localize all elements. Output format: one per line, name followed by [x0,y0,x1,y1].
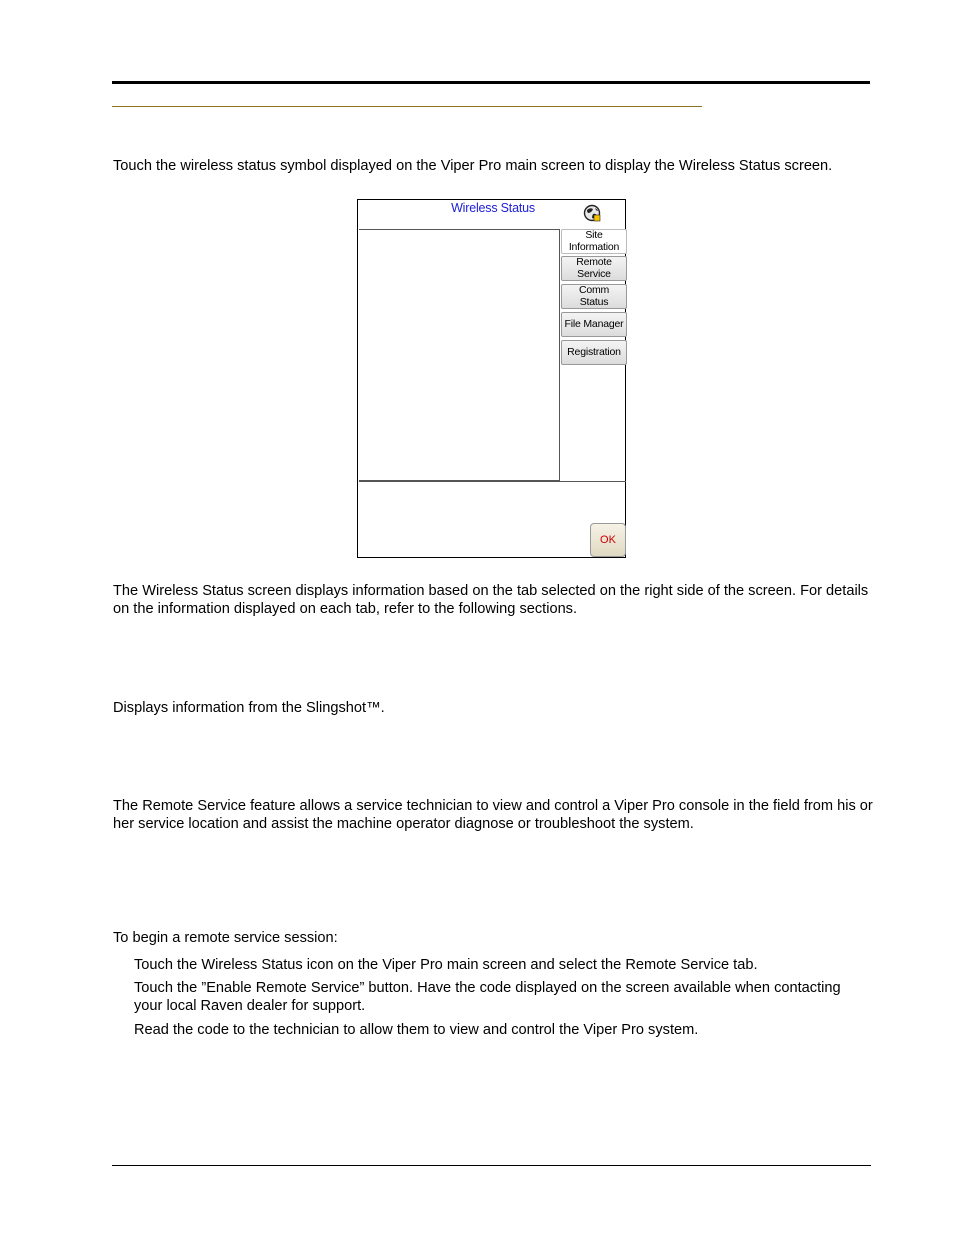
tab-label: Status [579,295,609,308]
tab-file-manager[interactable] [561,312,627,337]
tab-label: File Manager [564,317,624,330]
tab-column [559,229,626,481]
tab-label: Remote [576,256,612,268]
screen-title: Wireless Status [451,201,535,215]
ok-button[interactable]: OK [590,523,626,557]
info-content-pane [359,229,560,481]
tab-comm-status[interactable] [561,284,627,309]
globe-icon[interactable] [583,204,601,222]
section-heading-rule [112,106,702,107]
intro-paragraph: Touch the wireless status symbol displayed on the Viper Pro main screen to display the Wireless Status screen. [113,158,833,174]
step-2: Touch the ”Enable Remote Service” button. Have the code displayed on the screen available when contacting your local Raven dealer for support. [134,980,841,1014]
footer-divider [359,481,626,482]
tab-site-information[interactable] [561,229,627,254]
header-rule [112,81,870,84]
step-1: Touch the Wireless Status icon on the Viper Pro main screen and select the Remote Service tab. [134,957,758,973]
begin-session-paragraph: To begin a remote service session: [113,930,338,946]
site-information-paragraph: Displays information from the Slingshot™. [113,700,385,716]
tab-remote-service[interactable] [561,256,627,281]
tab-label: Comm [578,284,610,296]
wireless-status-screenshot [357,199,626,558]
remote-service-paragraph: The Remote Service feature allows a service technician to view and control a Viper Pro console in the field from his or her service location and assist the machine operator diagnose or troubleshoot the system. [113,798,873,832]
tab-registration[interactable] [561,340,627,365]
tab-label: Service [577,267,611,280]
tab-label: Site [585,229,603,241]
description-paragraph: The Wireless Status screen displays information based on the tab selected on the right side of the screen. For details on the information displayed on each tab, refer to the following sections. [113,583,869,617]
tab-label: Information [568,240,620,253]
footer-rule [112,1165,871,1166]
tab-label: Registration [567,345,621,358]
step-3: Read the code to the technician to allow them to view and control the Viper Pro system. [134,1022,699,1038]
